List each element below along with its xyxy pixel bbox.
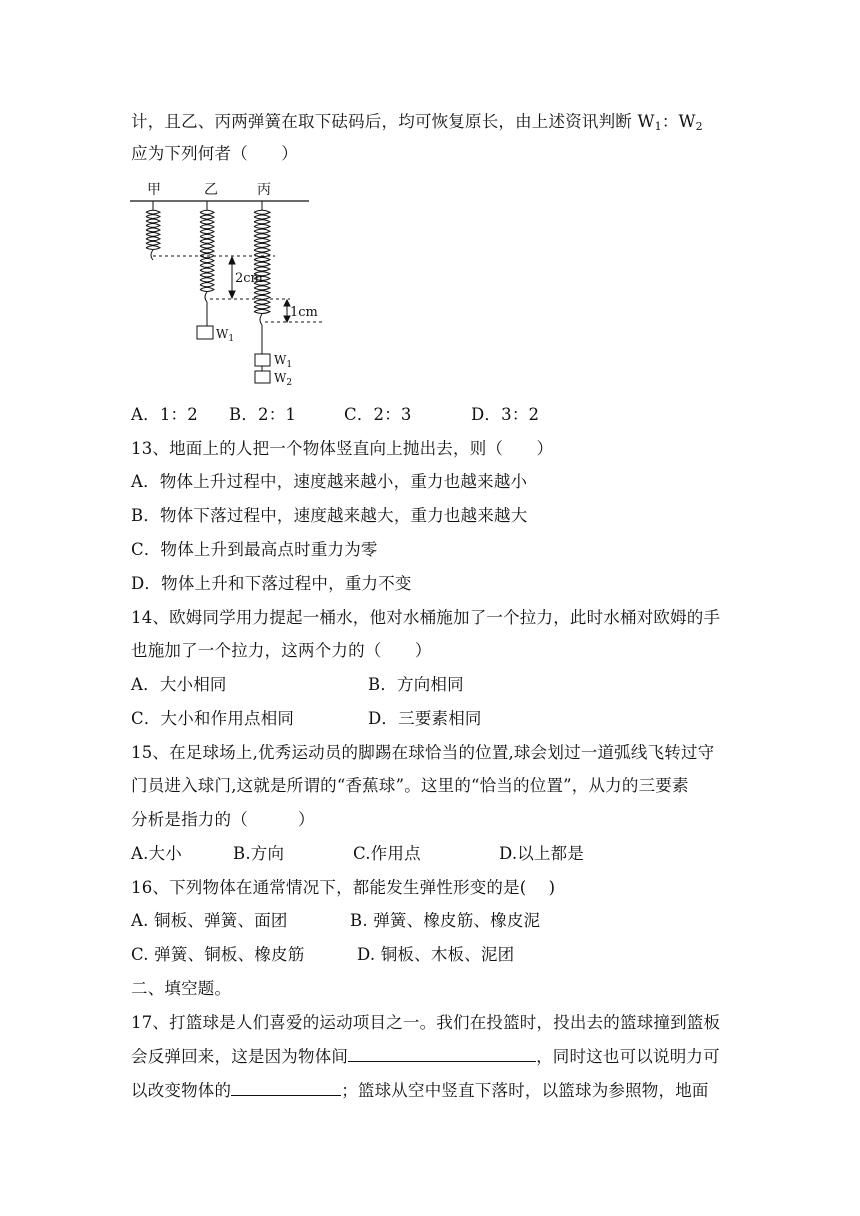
q14-option-c[interactable]: C．大小和作用点相同 [131, 709, 295, 728]
spring-bing [254, 201, 270, 383]
label-1cm: 1cm [290, 305, 318, 320]
spring-yi [197, 201, 214, 339]
q12-option-d[interactable]: D．3：2 [471, 405, 540, 424]
q14-option-a[interactable]: A．大小相同 [131, 675, 227, 694]
label-yi: 乙 [204, 182, 218, 198]
q16-option-d[interactable]: D. 铜板、木板、泥团 [357, 945, 515, 964]
q13-option-c[interactable]: C．物体上升到最高点时重力为零 [131, 540, 378, 559]
w1-label-yi: $W_1$ [216, 327, 235, 344]
q15-option-d[interactable]: D.以上都是 [499, 844, 585, 863]
label-2cm: 2cm [235, 271, 263, 286]
q17-line3: 以改变物体的 ；篮球从空中竖直下落时，以篮球为参照物，地面 [131, 1081, 709, 1100]
q17-blank-2[interactable] [231, 1079, 341, 1096]
q16-option-a[interactable]: A. 铜板、弹簧、面团 [131, 911, 288, 930]
q12-option-b[interactable]: B．2：1 [229, 405, 297, 424]
q15-option-a[interactable]: A.大小 [131, 844, 182, 863]
q12-stem-line2: 应为下列何者（ ） [131, 144, 298, 163]
spring-figure [125, 178, 325, 393]
label-jia: 甲 [147, 182, 161, 198]
q13-option-d[interactable]: D．物体上升和下落过程中，重力不变 [131, 574, 412, 593]
w1-label-bing: $W_1$ [274, 353, 293, 370]
q16-stem: 16、下列物体在通常情况下，都能发生弹性形变的是( ) [131, 878, 556, 897]
q12-option-a[interactable]: A．1：2 [131, 405, 198, 424]
q12-stem-line1: 计，且乙、丙两弹簧在取下砝码后，均可恢复原长，由上述资讯判断 $W_1$：$W_2$ [131, 112, 703, 133]
weight-w1-yi [197, 326, 213, 339]
q16-option-c[interactable]: C. 弹簧、铜板、橡皮筋 [131, 945, 305, 964]
q14-stem-line2: 也施加了一个拉力，这两个力的（ ） [131, 641, 432, 660]
label-bing: 丙 [257, 182, 271, 198]
q15-stem-line2: 门员进入球门,这就是所谓的“香蕉球”。这里的“恰当的位置”，从力的三要素 [131, 776, 689, 795]
q17-line1: 17、打篮球是人们喜爱的运动项目之一。我们在投篮时，投出去的篮球撞到篮板 [131, 1013, 721, 1032]
w2-label-bing: $W_2$ [274, 371, 293, 388]
q13-option-b[interactable]: B．物体下落过程中，速度越来越大，重力也越来越大 [131, 506, 528, 525]
q16-option-b[interactable]: B. 弹簧、橡皮筋、橡皮泥 [350, 911, 541, 930]
q15-option-c[interactable]: C.作用点 [353, 844, 421, 863]
q17-blank-1[interactable] [348, 1045, 536, 1062]
q17-line2: 会反弹回来，这是因为物体间 ，同时这也可以说明力可 [131, 1047, 720, 1066]
q15-option-b[interactable]: B.方向 [233, 844, 285, 863]
q15-stem-line3: 分析是指力的（ ） [131, 810, 315, 829]
q14-option-d[interactable]: D．三要素相同 [368, 709, 482, 728]
q13-stem: 13、地面上的人把一个物体竖直向上抛出去，则（ ） [131, 439, 554, 458]
q14-option-b[interactable]: B．方向相同 [368, 675, 464, 694]
spring-jia [146, 201, 160, 260]
q15-stem-line1: 15、在足球场上,优秀运动员的脚踢在球恰当的位置,球会划过一道弧线飞转过守 [131, 743, 715, 762]
q13-option-a[interactable]: A．物体上升过程中，速度越来越小，重力也越来越小 [131, 472, 528, 491]
weight-w1-bing [255, 354, 270, 366]
weight-w2-bing [255, 371, 270, 383]
section-title-fill-blank: 二、填空题。 [131, 979, 232, 998]
q12-option-c[interactable]: C．2：3 [344, 405, 412, 424]
q14-stem-line1: 14、欧姆同学用力提起一桶水，他对水桶施加了一个拉力，此时水桶对欧姆的手 [131, 608, 721, 627]
